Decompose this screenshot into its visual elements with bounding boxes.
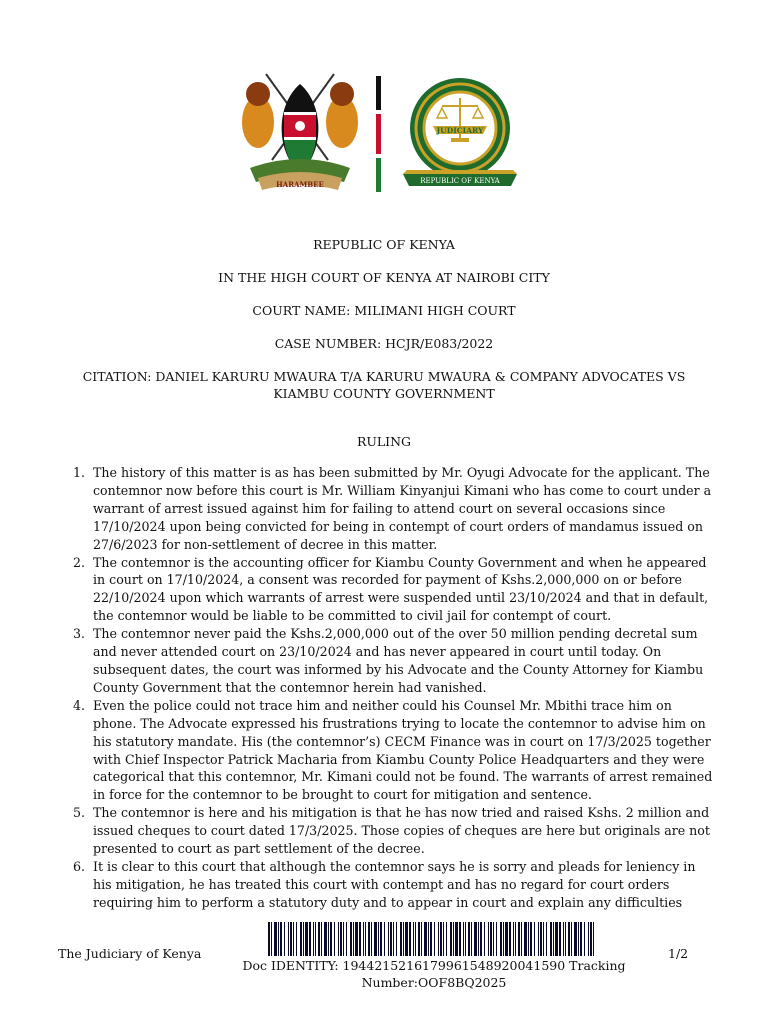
- barcode-bar: [315, 922, 316, 956]
- barcode-bar: [455, 922, 458, 956]
- barcode-bar: [338, 922, 339, 956]
- barcode-bar: [296, 922, 297, 956]
- citation-heading: CITATION: DANIEL KARURU MWAURA T/A KARURU MWAURA & COMPANY ADVOCATES VS KIAMBU COUNTY GOVERNMENT: [82, 369, 686, 401]
- header-emblems: [236, 70, 526, 196]
- barcode-bar: [513, 922, 514, 956]
- barcode-bar: [459, 922, 461, 956]
- barcode-bar: [290, 922, 292, 956]
- barcode-bar: [496, 922, 497, 956]
- barcode-bar: [563, 922, 564, 956]
- barcode-bar: [328, 922, 329, 956]
- barcode-bar: [380, 922, 382, 956]
- barcode-bar: [574, 922, 577, 956]
- barcode-bar: [268, 922, 270, 956]
- barcode-bar: [353, 922, 354, 956]
- list-item: [73, 858, 713, 912]
- paragraph-text: Even the police could not trace him and neither could his Counsel Mr. Mbithi trace him on phone. The Advocate expressed his frustrations trying to locate the contemnor to advise him on his statutory mandate. His (the contemnor’s) CECM Finance was in court on 17/3/2025 together with Chief Inspector Patrick Macharia from Kiambu County Police Headquarters and they were categorical that this contemnor, Mr. Kimani could not be found. The warrants of arrest remained in force for the contemnor to be brought to court for mitigation and sentence.: [93, 697, 713, 803]
- barcode-bar: [580, 922, 582, 956]
- barcode-bar: [571, 922, 572, 956]
- barcode-bar: [324, 922, 327, 956]
- barcode-bar: [538, 922, 539, 956]
- paragraph-number: 6.: [73, 858, 86, 874]
- barcode-bar: [521, 922, 522, 956]
- barcode-bar: [313, 922, 314, 956]
- barcode-bar: [568, 922, 570, 956]
- court-heading: IN THE HIGH COURT OF KENYA AT NAIROBI CITY: [218, 270, 550, 285]
- barcode-bar: [321, 922, 322, 956]
- case-number-heading: CASE NUMBER: HCJR/E083/2022: [274, 336, 494, 351]
- barcode-bar: [540, 922, 542, 956]
- list-item: [73, 697, 713, 804]
- barcode-bar: [484, 922, 485, 956]
- barcode-bar: [415, 922, 416, 956]
- barcode-bar: [440, 922, 442, 956]
- barcode-bar: [368, 922, 370, 956]
- seal-republic-text: REPUBLIC OF KENYA: [420, 177, 500, 185]
- barcode-bar: [424, 922, 427, 956]
- barcode-bar: [559, 922, 561, 956]
- barcode-bar: [438, 922, 439, 956]
- paragraph-number: 5.: [73, 805, 86, 821]
- barcode-bar: [565, 922, 566, 956]
- barcode-bar: [288, 922, 289, 956]
- barcode-bar: [515, 922, 516, 956]
- barcode-bar: [405, 922, 408, 956]
- barcode-bar: [474, 922, 477, 956]
- barcode-bar: [355, 922, 358, 956]
- barcode-bar: [274, 922, 277, 956]
- barcode-bar: [578, 922, 579, 956]
- list-item: [73, 804, 713, 858]
- barcode-bar: [480, 922, 482, 956]
- barcode-bar: [493, 922, 494, 956]
- kenya-flag-bar-icon: [376, 76, 381, 192]
- barcode-bar: [330, 922, 332, 956]
- barcode-bar: [388, 922, 389, 956]
- barcode-bar: [463, 922, 464, 956]
- barcode-bar: [534, 922, 535, 956]
- barcode-bar: [271, 922, 272, 956]
- barcode-bar: [550, 922, 552, 956]
- court-name-heading: COURT NAME: MILIMANI HIGH COURT: [252, 303, 516, 318]
- barcode-bar: [478, 922, 479, 956]
- barcode-bar: [400, 922, 402, 956]
- barcode-bar: [284, 922, 285, 956]
- barcode-bar: [280, 922, 282, 956]
- barcode-bar: [300, 922, 302, 956]
- barcode-bar: [334, 922, 335, 956]
- republic-heading: REPUBLIC OF KENYA: [313, 237, 455, 252]
- barcode-bar: [530, 922, 532, 956]
- barcode-bar: [390, 922, 392, 956]
- barcode-icon: [268, 922, 596, 956]
- list-item: [73, 554, 713, 626]
- barcode-bar: [543, 922, 544, 956]
- barcode-bar: [430, 922, 432, 956]
- paragraph-number: 2.: [73, 554, 86, 570]
- barcode-bar: [365, 922, 366, 956]
- barcode-bar: [450, 922, 452, 956]
- judiciary-seal-icon: [399, 76, 521, 190]
- barcode-bar: [350, 922, 352, 956]
- barcode-bar: [590, 922, 592, 956]
- doc-identity-text: Doc IDENTITY: 19442152161799615489200415​90 Tracking Number:OOF8BQ2025: [242, 958, 626, 990]
- barcode-bar: [343, 922, 344, 956]
- paragraph-number: 1.: [73, 465, 86, 480]
- barcode-bar: [305, 922, 308, 956]
- barcode-bar: [340, 922, 342, 956]
- barcode-bar: [546, 922, 547, 956]
- barcode-bar: [500, 922, 502, 956]
- barcode-bar: [555, 922, 558, 956]
- barcode-bar: [428, 922, 429, 956]
- paragraph-text: The contemnor is the accounting officer for Kiambu County Government and when he appeared in court on 17/10/2024, a consent was recorded for payment of Kshs.2,000,000 on or before 22/10/2024 upon which warrants of arrest were suspended until 23/10/2024 and that in default, the contemnor would be liable to be committed to civil jail for contempt of court.: [93, 554, 709, 624]
- barcode-bar: [588, 922, 589, 956]
- barcode-bar: [413, 922, 414, 956]
- barcode-bar: [371, 922, 372, 956]
- paragraph-text: It is clear to this court that although the contemnor says he is sorry and pleads for leniency in his mitigation, he has treated this court with contempt and has no regard for court orders requiring him to perform a statutory duty and to appear in court and explain any difficulties: [93, 858, 696, 910]
- barcode-bar: [488, 922, 489, 956]
- footer-judiciary-label: The Judiciary of Kenya: [58, 946, 202, 961]
- barcode-bar: [303, 922, 304, 956]
- barcode-bar: [524, 922, 527, 956]
- list-item: [73, 625, 713, 697]
- barcode-bar: [503, 922, 504, 956]
- paragraph-text: The contemnor is here and his mitigation is that he has now tried and raised Kshs. 2 million and issued cheques to court dated 17/3/2025. Those copies of cheques are here but originals are not presented to court as part settlement of the decree.: [93, 805, 710, 857]
- barcode-bar: [528, 922, 529, 956]
- paragraph-text: The history of this matter is as has been submitted by Mr. Oyugi Advocate for the applicant. The contemnor now before this court is Mr. William Kinyanjui Kimani who has come to court under a warrant of arrest issued against him for failing to attend court on several occasions since 17/10/2024 upon being convicted for being in contempt of court orders of mandamus issued on 27/6/2023 for non-settlement of decree in this matter.: [93, 465, 712, 552]
- barcode-bar: [403, 922, 404, 956]
- barcode-bar: [359, 922, 361, 956]
- barcode-bar: [293, 922, 294, 956]
- barcode-bar: [378, 922, 379, 956]
- barcode-bar: [509, 922, 511, 956]
- barcode-bar: [318, 922, 320, 956]
- barcode-bar: [584, 922, 585, 956]
- barcode-bar: [465, 922, 466, 956]
- barcode-bar: [309, 922, 311, 956]
- barcode-bar: [393, 922, 394, 956]
- barcode-bar: [490, 922, 492, 956]
- seal-judiciary-text: JUDICIARY: [436, 126, 484, 135]
- coat-motto-text: HARAMBEE: [276, 180, 324, 189]
- kenya-coat-of-arms-icon: [236, 70, 364, 196]
- barcode-bar: [505, 922, 508, 956]
- barcode-bar: [374, 922, 377, 956]
- ruling-title: RULING: [356, 434, 412, 449]
- paragraph-number: 3.: [73, 626, 86, 642]
- barcode-bar: [453, 922, 454, 956]
- barcode-bar: [346, 922, 347, 956]
- barcode-bar: [443, 922, 444, 956]
- barcode-bar: [384, 922, 385, 956]
- barcode-bar: [396, 922, 397, 956]
- paragraph-number: 4.: [73, 697, 86, 713]
- barcode-bar: [418, 922, 420, 956]
- barcode-bar: [593, 922, 594, 956]
- barcode-bar: [278, 922, 279, 956]
- barcode-bar: [434, 922, 435, 956]
- barcode-bar: [518, 922, 520, 956]
- ruling-paragraph-list: [73, 464, 713, 912]
- barcode-bar: [468, 922, 470, 956]
- paragraph-text: The contemnor never paid the Kshs.2,000,000 out of the over 50 million pending decretal sum and never attended court on 23/10/2024 and has never appeared in court until today. On subsequent dates, the court was informed by his Advocate and the County Attorney for Kiambu County Government that the contemnor herein had vanished.: [93, 626, 704, 695]
- page-number: 1/2: [668, 946, 689, 961]
- barcode-bar: [446, 922, 447, 956]
- barcode-bar: [421, 922, 422, 956]
- barcode-bar: [409, 922, 411, 956]
- barcode-bar: [471, 922, 472, 956]
- barcode-bar: [363, 922, 364, 956]
- list-item: [73, 464, 713, 554]
- barcode-bar: [553, 922, 554, 956]
